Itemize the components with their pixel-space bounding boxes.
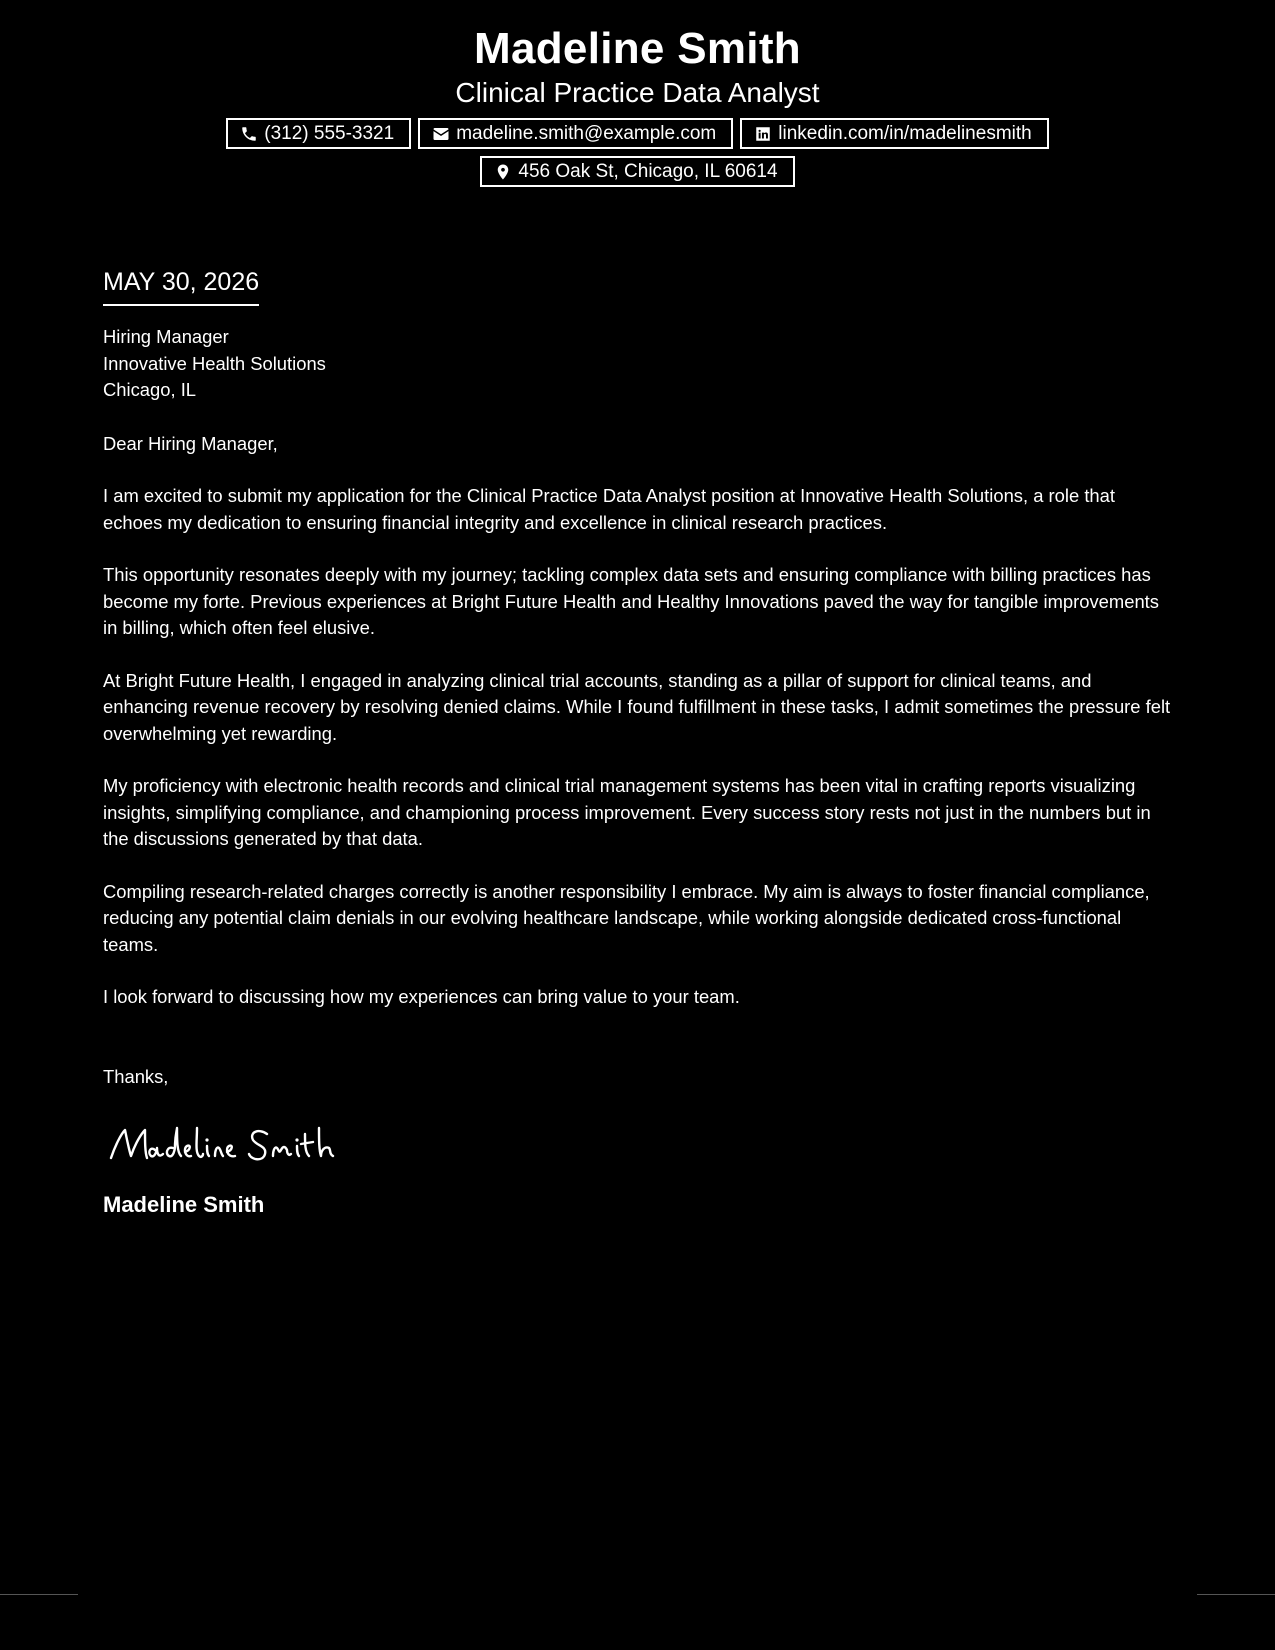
email-text: madeline.smith@example.com [456,123,717,144]
handwritten-signature [107,1120,1173,1168]
body-paragraph: My proficiency with electronic health records and clinical trial management systems has been vital in crafting reports visualizing insights, simplifying compliance, and championing process improvement. Every success story rests not just in the numbers but in the discussions generated by that data. [103,775,1151,849]
applicant-name: Madeline Smith [474,24,801,73]
recipient-block [103,324,1173,404]
address-text: 456 Oak St, Chicago, IL 60614 [518,161,778,182]
footer-rule [0,1594,78,1595]
contact-row-address [0,156,1275,187]
address-contact[interactable] [480,156,794,187]
salutation: Dear Hiring Manager, [103,432,278,454]
body-paragraph: At Bright Future Health, I engaged in analyzing clinical trial accounts, standing as a pillar of support for clinical teams, and enhancing revenue recovery by resolving denied claims. While I found fulfillment in these tasks, I admit sometimes the pressure felt overwhelming yet rewarding. [103,669,1171,744]
letter-header [0,22,1275,187]
map-marker-icon [494,163,512,181]
linkedin-text: linkedin.com/in/madelinesmith [778,123,1032,144]
closing: Thanks, [103,1065,169,1087]
linkedin-icon [754,125,772,143]
recipient-line: Hiring Manager [103,326,229,347]
recipient-line: Chicago, IL [103,379,197,400]
applicant-title: Clinical Practice Data Analyst [455,77,820,108]
body-paragraph: I am excited to submit my application for the Clinical Practice Data Analyst position at Innovative Health Solutions, a role that echoes my dedication to ensuring financial integrity and excellence in clinical research practices. [103,485,1115,533]
phone-contact[interactable] [226,118,411,149]
linkedin-contact[interactable] [740,118,1048,149]
email-contact[interactable] [418,118,733,149]
footer-rule [1197,1594,1275,1595]
phone-text: (312) 555-3321 [264,123,395,144]
letter-date: MAY 30, 2026 [103,266,259,306]
recipient-line: Innovative Health Solutions [103,352,326,374]
letter-body [103,266,1173,1219]
phone-icon [240,125,258,143]
envelope-icon [432,125,450,143]
body-paragraph: Compiling research-related charges correctly is another responsibility I embrace. My aim is always to foster financial compliance, reducing any potential claim denials in our evolving healthcare landscape, while working alongside dedicated cross-functional teams. [103,880,1150,955]
contact-row [0,118,1275,149]
signer-name: Madeline Smith [103,1192,265,1217]
body-paragraph: This opportunity resonates deeply with my journey; tackling complex data sets and ensuring compliance with billing practices has become my forte. Previous experiences at Bright Future Health and Healthy Innovations paved the way for tangible improvements in billing, which often feel elusive. [103,564,1159,638]
body-paragraph: I look forward to discussing how my experiences can bring value to your team. [103,986,740,1007]
